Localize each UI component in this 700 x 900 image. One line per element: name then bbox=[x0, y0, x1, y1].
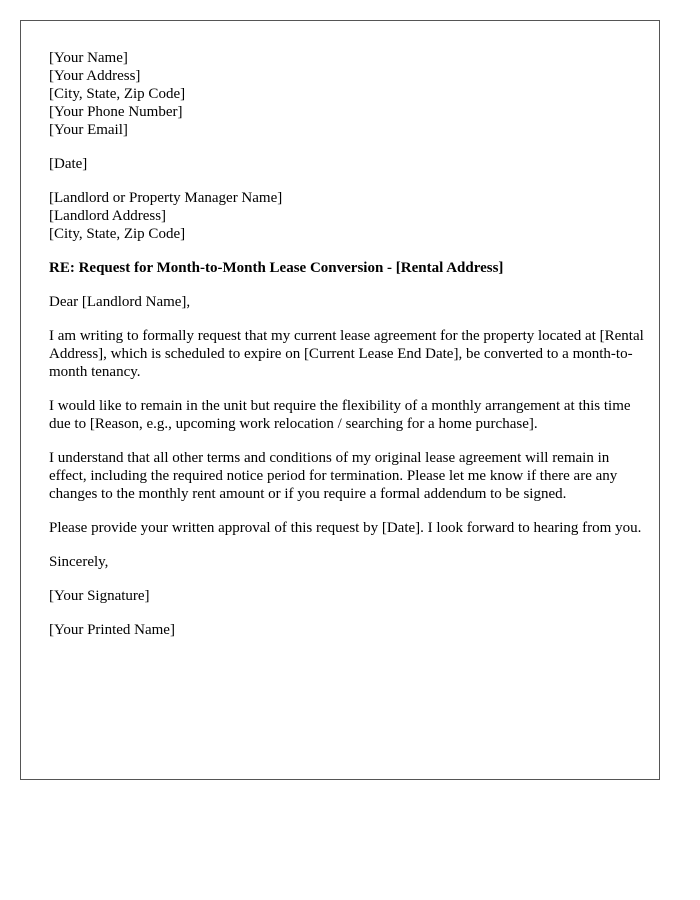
letter-body bbox=[49, 49, 649, 655]
sender-city-state-zip: [City, State, Zip Code] bbox=[49, 86, 186, 102]
salutation: Dear [Landlord Name], bbox=[49, 294, 191, 310]
recipient-city-state-zip: [City, State, Zip Code] bbox=[49, 226, 186, 242]
recipient-block bbox=[49, 189, 649, 243]
body-paragraph-2: I would like to remain in the unit but require the flexibility of a monthly arrangement at this time due to [Reason, e.g., upcoming work relocation / searching for a home purchase]. bbox=[49, 398, 631, 432]
sender-address: [Your Address] bbox=[49, 68, 141, 84]
letter-date: [Date] bbox=[49, 156, 88, 172]
recipient-address: [Landlord Address] bbox=[49, 208, 167, 224]
body-paragraph-3: I understand that all other terms and conditions of my original lease agreement will remain in effect, including the required notice period for termination. Please let me know if there are any changes to the monthly rent amount or if you require a formal addendum to be signed. bbox=[49, 450, 618, 502]
sender-phone: [Your Phone Number] bbox=[49, 104, 183, 120]
subject-line: RE: Request for Month-to-Month Lease Conversion - [Rental Address] bbox=[49, 260, 504, 276]
sender-block bbox=[49, 49, 649, 139]
sender-name: [Your Name] bbox=[49, 50, 128, 66]
signature: [Your Signature] bbox=[49, 588, 150, 604]
sender-email: [Your Email] bbox=[49, 122, 128, 138]
date-block bbox=[49, 155, 649, 173]
body-paragraph-4: Please provide your written approval of this request by [Date]. I look forward to hearing from you. bbox=[49, 520, 642, 536]
letter-page bbox=[20, 20, 660, 780]
closing: Sincerely, bbox=[49, 554, 109, 570]
printed-name: [Your Printed Name] bbox=[49, 622, 175, 638]
body-paragraph-1: I am writing to formally request that my current lease agreement for the property located at [Rental Address], which is scheduled to expire on [Current Lease End Date], be converted to a month-to-month tenancy. bbox=[49, 328, 644, 380]
recipient-name: [Landlord or Property Manager Name] bbox=[49, 190, 283, 206]
